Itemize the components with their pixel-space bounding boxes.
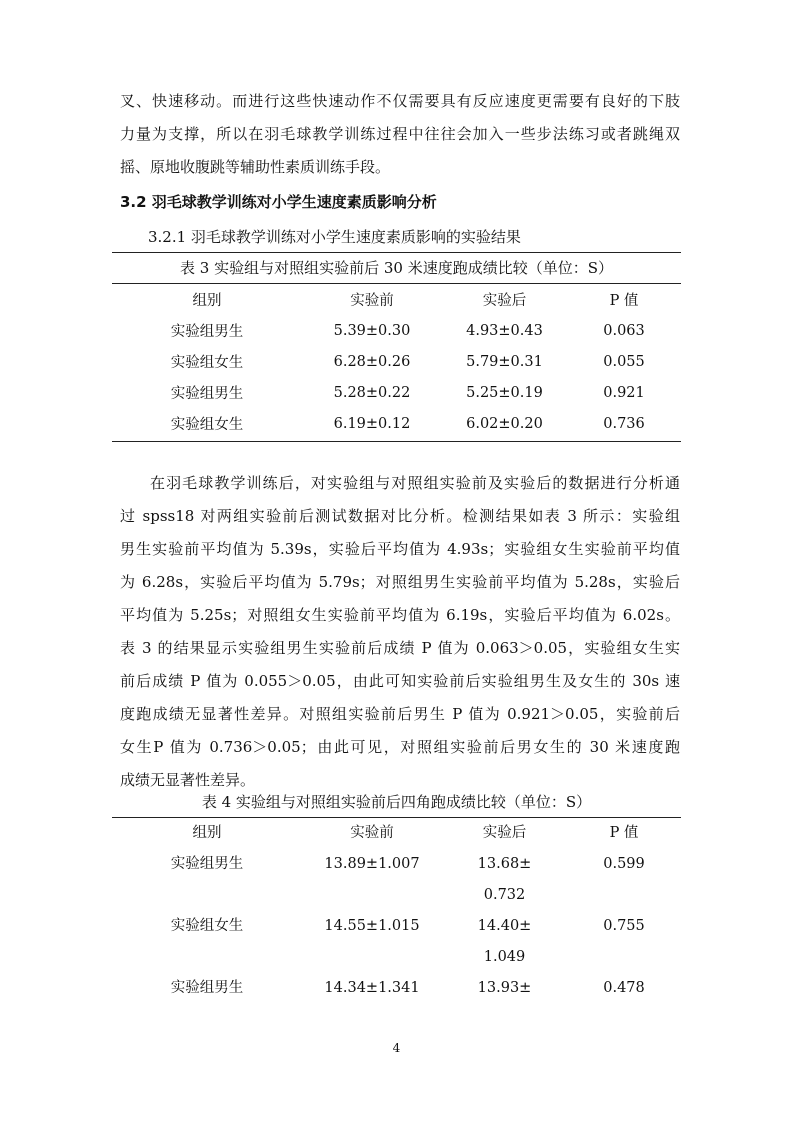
table-cell	[442, 973, 567, 1035]
cell-line: 13.68±	[477, 856, 532, 872]
body-line: 平均值为 5.25s；对照组女生实验前平均值为 6.19s，实验后平均值为 6.02s。	[120, 606, 680, 624]
table-cell: 0.755	[603, 918, 645, 934]
table-cell: 0.063	[603, 322, 645, 339]
table-row	[112, 408, 681, 439]
table-cell: 6.19±0.12	[333, 415, 411, 432]
body-line: 成绩无显著性差异。	[120, 771, 256, 789]
table-cell: 实验组男生	[170, 324, 244, 340]
table-header-row	[112, 818, 681, 849]
table-cell: 6.02±0.20	[466, 415, 543, 432]
table-header-row	[112, 284, 681, 315]
body-line: 为 6.28s，实验后平均值为 5.79s；对照组男生实验前平均值为 5.28s，实验后	[120, 573, 680, 591]
header-cell: 实验前	[350, 825, 394, 841]
body-line: 度跑成绩无显著性差异。对照组实验前后男生 P 值为 0.921＞0.05，实验前后	[120, 705, 680, 723]
table-cell: 5.39±0.30	[333, 322, 411, 339]
header-cell: 实验后	[482, 293, 527, 309]
table-cell: 实验组男生	[170, 386, 244, 402]
body-line: 表 3 的结果显示实验组男生实验前后成绩 P 值为 0.063＞0.05，实验组女生实	[120, 639, 680, 657]
body-line: 前后成绩 P 值为 0.055＞0.05，由此可知实验前后实验组男生及女生的 30s 速	[120, 672, 680, 690]
section-heading: 3.2 羽毛球教学训练对小学生速度素质影响分析	[120, 193, 437, 211]
table-cell: 13.89±1.007	[324, 856, 420, 872]
header-cell: 组别	[192, 825, 222, 841]
table-cell: 0.736	[603, 415, 645, 432]
table-row	[112, 346, 681, 377]
data-table	[112, 284, 681, 439]
table-cell: 实验组男生	[170, 980, 244, 996]
data-table	[112, 818, 681, 1035]
header-cell: P 值	[609, 825, 639, 841]
table-3	[112, 252, 681, 442]
header-cell: 组别	[192, 293, 222, 309]
body-line: 男生实验前平均值为 5.39s，实验后平均值为 4.93s；实验组女生实验前平均值	[120, 540, 680, 558]
cell-line: 13.93±	[477, 980, 532, 996]
table-cell	[442, 911, 567, 973]
cell-line: 0.732	[483, 887, 526, 903]
body-line: 在羽毛球教学训练后，对实验组与对照组实验前及实验后的数据进行分析通	[150, 474, 680, 492]
table-row	[112, 973, 681, 1035]
table-cell: 实验组女生	[170, 355, 244, 371]
table-cell	[442, 849, 567, 911]
header-cell: 实验前	[350, 293, 394, 309]
body-line: 过 spss18 对两组实验前后测试数据对比分析。检测结果如表 3 所示：实验组	[120, 507, 680, 525]
table-cell: 0.921	[603, 384, 645, 401]
table-cell: 5.28±0.22	[333, 384, 411, 401]
table-cell: 4.93±0.43	[466, 322, 543, 339]
table-4	[112, 787, 681, 1035]
table-row	[112, 315, 681, 346]
intro-line: 摇、原地收腹跳等辅助性素质训练手段。	[120, 158, 391, 176]
table-cell: 6.28±0.26	[333, 353, 411, 370]
table-cell: 0.599	[603, 856, 645, 872]
table-cell: 0.055	[603, 353, 645, 370]
table-cell: 实验组男生	[170, 856, 244, 872]
table-row	[112, 377, 681, 408]
cell-line: 1.049	[483, 949, 526, 965]
table-cell: 5.25±0.19	[466, 384, 543, 401]
intro-line: 力量为支撑，所以在羽毛球教学训练过程中往往会加入一些步法练习或者跳绳双	[120, 125, 680, 143]
table-cell: 实验组女生	[170, 918, 244, 934]
page-number: 4	[392, 1041, 401, 1055]
subsection-heading: 3.2.1 羽毛球教学训练对小学生速度素质影响的实验结果	[148, 228, 521, 246]
intro-line: 叉、快速移动。而进行这些快速动作不仅需要具有反应速度更需要有良好的下肢	[120, 92, 680, 110]
intro-paragraph	[120, 85, 680, 184]
table-cell: 14.34±1.341	[324, 980, 420, 996]
table-bottom-rule	[112, 441, 681, 442]
table-cell: 14.55±1.015	[324, 918, 420, 934]
header-cell: P 值	[609, 293, 639, 309]
body-line: 女生P 值为 0.736＞0.05；由此可见，对照组实验前后男女生的 30 米速度跑	[120, 738, 680, 756]
body-paragraph	[120, 467, 680, 797]
table-row	[112, 849, 681, 911]
table-caption: 表 4 实验组与对照组实验前后四角跑成绩比较（单位：S）	[201, 793, 592, 811]
table-cell: 实验组女生	[170, 417, 244, 433]
table-cell: 5.79±0.31	[466, 353, 543, 370]
table-caption: 表 3 实验组与对照组实验前后 30 米速度跑成绩比较（单位：S）	[180, 259, 613, 277]
cell-line: 14.40±	[477, 918, 532, 934]
header-cell: 实验后	[482, 825, 527, 841]
table-cell: 0.478	[603, 980, 645, 996]
table-row	[112, 911, 681, 973]
